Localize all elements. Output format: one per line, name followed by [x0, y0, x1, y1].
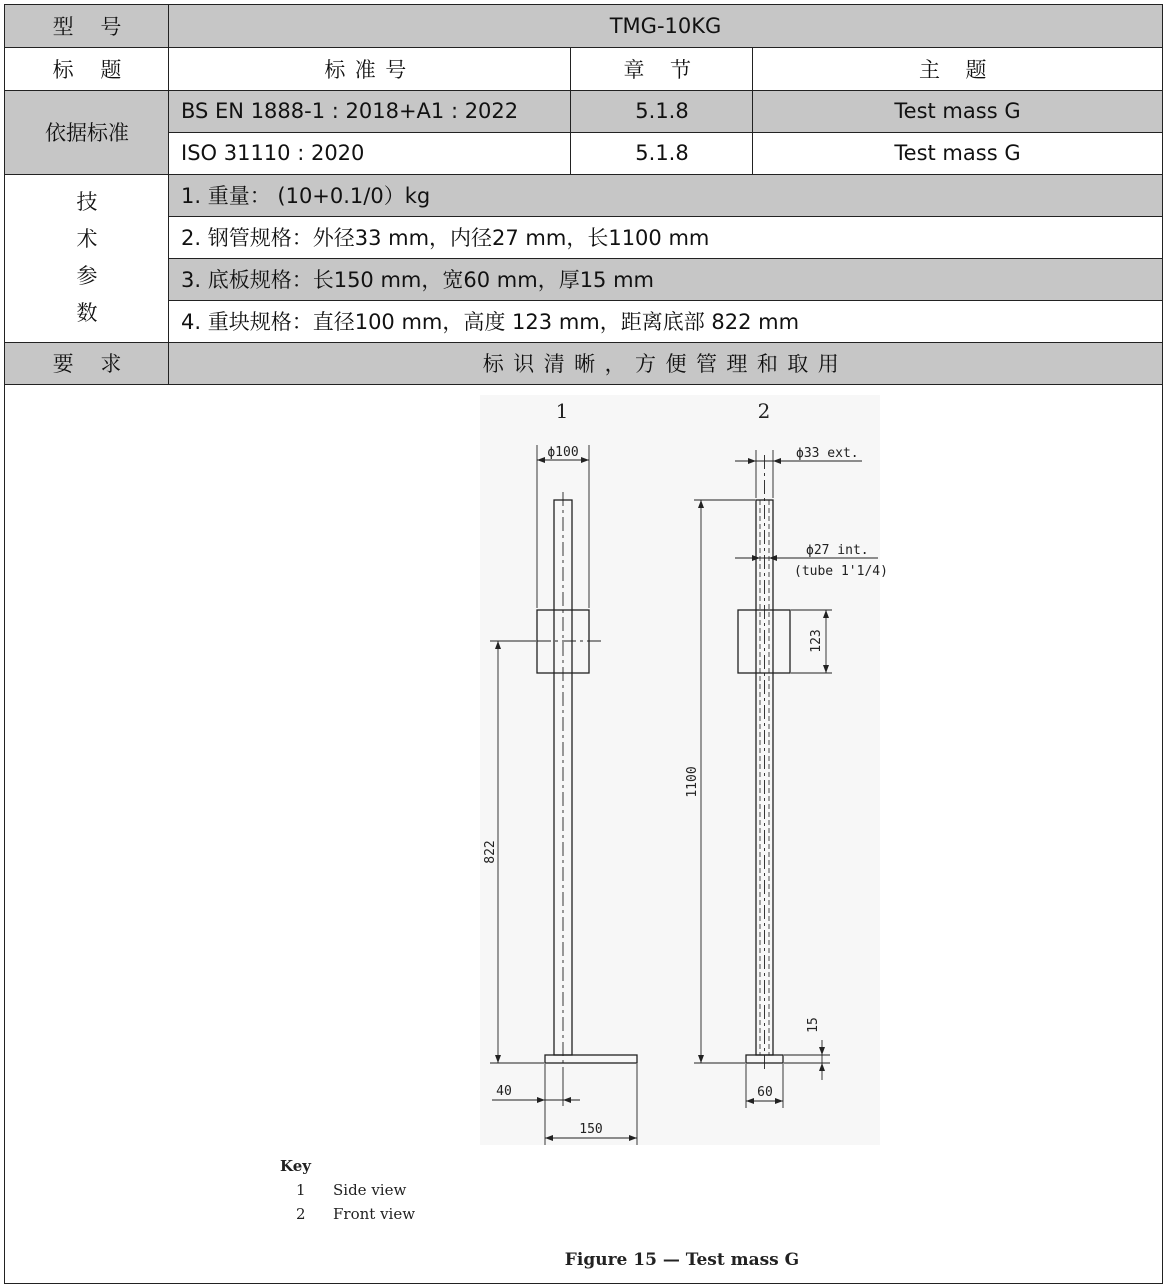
dim-text-822: 822 — [483, 840, 498, 864]
param-tube: 2. 钢管规格：外径33 mm，内径27 mm，长1100 mm — [181, 226, 710, 250]
key-title: Key — [280, 1157, 311, 1175]
tech-label-char-1: 技 — [76, 190, 98, 214]
dim-text-60: 60 — [757, 1085, 773, 1100]
title-label: 标 题 — [52, 57, 122, 82]
dim-text-phi33: ϕ33 ext. — [796, 446, 859, 461]
key-item-2-text: Front view — [333, 1205, 416, 1223]
standard-topic-1: Test mass G — [894, 99, 1021, 123]
standard-topic-2: Test mass G — [894, 141, 1021, 165]
standard-chapter-1: 5.1.8 — [635, 99, 689, 123]
requirement-label: 要 求 — [52, 352, 122, 376]
dim-text-15: 15 — [806, 1017, 821, 1033]
tech-label-char-2: 术 — [76, 227, 98, 251]
model-value: TMG-10KG — [609, 14, 722, 38]
dim-text-40: 40 — [496, 1084, 512, 1099]
view-2-label: 2 — [757, 399, 771, 423]
col-chapter-header: 章 节 — [623, 57, 701, 82]
standard-code-2: ISO 31110 : 2020 — [181, 141, 365, 165]
key-item-2-num: 2 — [296, 1205, 306, 1223]
dim-text-1100: 1100 — [685, 766, 700, 798]
tech-label-char-3: 参 — [76, 264, 98, 288]
standard-code-1: BS EN 1888-1 : 2018+A1 : 2022 — [181, 99, 519, 123]
requirement-value: 标识清晰，方便管理和取用 — [482, 352, 849, 376]
dim-text-123: 123 — [809, 629, 824, 653]
param-base-plate: 3. 底板规格：长150 mm，宽60 mm，厚15 mm — [181, 268, 655, 292]
standard-chapter-2: 5.1.8 — [635, 141, 689, 165]
key-item-1-text: Side view — [333, 1181, 407, 1199]
key-item-1-num: 1 — [296, 1181, 306, 1199]
view-1-label: 1 — [555, 399, 569, 423]
figure-caption: Figure 15 — Test mass G — [564, 1250, 800, 1270]
col-topic-header: 主 题 — [918, 57, 997, 82]
col-standard-header: 标准号 — [324, 57, 416, 82]
basis-label: 依据标准 — [45, 121, 129, 145]
dim-text-phi100: ϕ100 — [547, 445, 579, 460]
dim-text-phi27: ϕ27 int. — [806, 543, 869, 558]
model-label: 型 号 — [52, 15, 122, 39]
param-weight: 1. 重量： (10+0.1/0）kg — [181, 184, 431, 208]
tech-label-char-4: 数 — [76, 301, 98, 325]
param-mass-block: 4. 重块规格：直径100 mm，高度 123 mm，距离底部 822 mm — [181, 310, 800, 334]
dim-text-tube: (tube 1'1/4) — [794, 564, 888, 579]
dim-text-150: 150 — [579, 1122, 603, 1137]
